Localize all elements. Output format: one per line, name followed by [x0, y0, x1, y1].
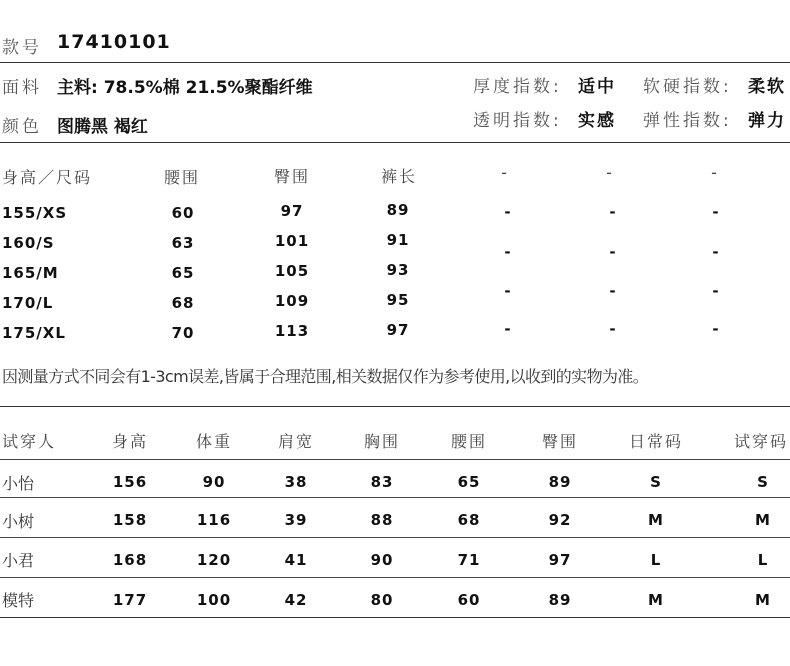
size-header-hip: 臀围	[273, 167, 311, 186]
model-row-height: 168	[112, 551, 148, 569]
size-row-size: 155/XS	[2, 204, 68, 222]
divider-size-top	[0, 142, 790, 143]
size-row-waist: 70	[171, 324, 195, 342]
softness-label: 软硬指数:	[643, 77, 732, 97]
model-header-height: 身高	[111, 432, 149, 451]
model-header-waist: 腰围	[450, 432, 488, 451]
size-dash: -	[504, 203, 512, 221]
size-row-size: 165/M	[2, 264, 59, 282]
size-header-blank-3: -	[711, 163, 719, 182]
style-number-label: 款号	[2, 38, 42, 58]
model-row-waist: 71	[457, 551, 481, 569]
model-row-hip: 89	[548, 473, 572, 491]
size-dash: -	[609, 243, 617, 261]
model-row-weight: 90	[202, 473, 226, 491]
style-number-value: 17410101	[57, 31, 171, 53]
model-header-chest: 胸围	[363, 432, 401, 451]
size-header-length: 裤长	[380, 167, 418, 186]
model-row-name: 模特	[2, 591, 35, 610]
model-row-hip: 97	[548, 551, 572, 569]
model-row-height: 156	[112, 473, 148, 491]
size-row-size: 160/S	[2, 234, 55, 252]
size-dash: -	[504, 243, 512, 261]
row-divider	[0, 577, 790, 578]
model-row-weight: 120	[196, 551, 232, 569]
model-row-daily-size: S	[650, 473, 662, 491]
model-header-weight: 体重	[195, 432, 233, 451]
transparency-label: 透明指数:	[473, 111, 562, 131]
size-header-blank-1: -	[501, 163, 509, 182]
measurement-note: 因测量方式不同会有1-3cm误差,皆属于合理范围,相关数据仅作为参考使用,以收到的实物为准。	[2, 367, 649, 386]
elasticity-value: 弹力	[748, 111, 786, 131]
model-row-hip: 89	[548, 591, 572, 609]
size-dash: -	[609, 282, 617, 300]
model-row-waist: 65	[457, 473, 481, 491]
size-row-waist: 60	[171, 204, 195, 222]
divider-bottom	[0, 617, 790, 618]
model-row-chest: 88	[370, 511, 394, 529]
elasticity-label: 弹性指数:	[643, 111, 732, 131]
model-row-daily-size: M	[648, 591, 664, 609]
size-row-hip: 113	[274, 322, 310, 340]
model-row-tried-size: M	[755, 511, 771, 529]
size-row-length: 91	[386, 231, 410, 249]
model-row-tried-size: S	[757, 473, 769, 491]
fabric-label: 面料	[2, 78, 42, 98]
size-row-waist: 65	[171, 264, 195, 282]
softness-value: 柔软	[748, 77, 786, 97]
thickness-value: 适中	[578, 77, 616, 97]
size-row-size: 170/L	[2, 294, 54, 312]
size-header-waist: 腰围	[163, 168, 201, 187]
model-row-waist: 60	[457, 591, 481, 609]
size-dash: -	[609, 320, 617, 338]
model-row-shoulder: 38	[284, 473, 308, 491]
thickness-label: 厚度指数:	[473, 77, 562, 97]
model-row-shoulder: 42	[284, 591, 308, 609]
transparency-value: 实感	[578, 111, 616, 131]
row-divider	[0, 537, 790, 538]
model-row-waist: 68	[457, 511, 481, 529]
color-value: 图腾黑 褐红	[57, 117, 148, 137]
size-row-waist: 68	[171, 294, 195, 312]
size-row-hip: 101	[274, 232, 310, 250]
model-row-name: 小怡	[2, 474, 35, 493]
size-header-blank-2: -	[606, 163, 614, 182]
model-header-daily-size: 日常码	[628, 432, 684, 451]
size-dash: -	[504, 282, 512, 300]
color-label: 颜色	[2, 117, 42, 137]
model-header-tried-size: 试穿码	[733, 432, 789, 451]
size-dash: -	[712, 203, 720, 221]
size-row-length: 97	[386, 321, 410, 339]
divider-model-top	[0, 406, 790, 407]
model-row-tried-size: L	[757, 551, 769, 569]
fabric-value: 主料: 78.5%棉 21.5%聚酯纤维	[57, 78, 313, 98]
size-row-hip: 105	[274, 262, 310, 280]
model-row-name: 小树	[2, 512, 35, 531]
model-row-tried-size: M	[755, 591, 771, 609]
model-row-shoulder: 39	[284, 511, 308, 529]
model-row-height: 177	[112, 591, 148, 609]
model-header-hip: 臀围	[541, 432, 579, 451]
size-dash: -	[712, 282, 720, 300]
size-dash: -	[712, 243, 720, 261]
size-row-hip: 109	[274, 292, 310, 310]
model-header-name: 试穿人	[2, 432, 57, 451]
size-row-length: 89	[386, 201, 410, 219]
size-row-length: 95	[386, 291, 410, 309]
divider-model-header	[0, 459, 790, 460]
model-header-shoulder: 肩宽	[277, 432, 315, 451]
size-dash: -	[712, 320, 720, 338]
model-row-chest: 90	[370, 551, 394, 569]
model-row-name: 小君	[2, 551, 35, 570]
model-row-daily-size: M	[648, 511, 664, 529]
model-row-height: 158	[112, 511, 148, 529]
size-header-size: 身高／尺码	[2, 168, 93, 187]
model-row-shoulder: 41	[284, 551, 308, 569]
size-dash: -	[609, 203, 617, 221]
size-dash: -	[504, 320, 512, 338]
model-row-hip: 92	[548, 511, 572, 529]
size-row-waist: 63	[171, 234, 195, 252]
size-row-hip: 97	[280, 202, 304, 220]
model-row-chest: 80	[370, 591, 394, 609]
model-row-weight: 116	[196, 511, 232, 529]
size-row-size: 175/XL	[2, 324, 66, 342]
model-row-daily-size: L	[650, 551, 662, 569]
model-row-weight: 100	[196, 591, 232, 609]
model-row-chest: 83	[370, 473, 394, 491]
divider-top	[0, 62, 790, 63]
size-row-length: 93	[386, 261, 410, 279]
row-divider	[0, 497, 790, 498]
